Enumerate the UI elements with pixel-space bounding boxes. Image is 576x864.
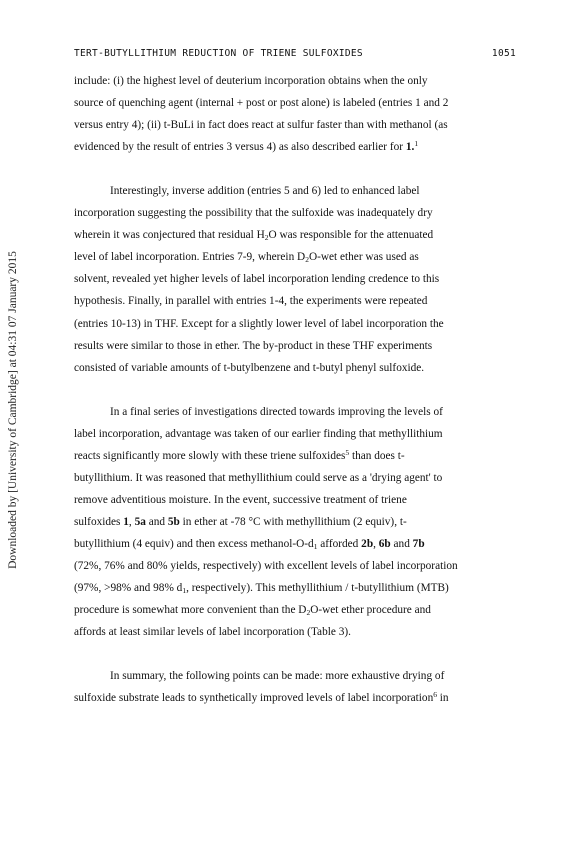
text-run: sulfoxides [74,515,124,528]
text-line [74,224,520,246]
running-head-title: TERT-BUTYLLITHIUM REDUCTION OF TRIENE SULFOXIDES [74,48,363,59]
citation-superscript: 5 [345,447,350,457]
text-line: (72%, 76% and 80% yields, respectively) with excellent levels of label incorporation [74,560,458,573]
article-body [74,70,520,709]
text-run: , [128,515,135,528]
text-line: solvent, revealed yet higher levels of label incorporation lending credence to this [74,273,440,286]
text-line [74,599,520,621]
paragraph-gap [74,158,520,180]
text-run: butyllithium (4 equiv) and then excess methanol-O-d [74,537,314,550]
text-line: (entries 10-13) in THF. Except for a slightly lower level of label incorporation the [74,317,444,330]
paragraph-1 [74,70,520,158]
text-run: than does t- [349,449,405,462]
text-line: incorporation suggesting the possibility that the sulfoxide was inadequately dry [74,207,433,220]
text-line: In a final series of investigations directed towards improving the levels of [110,405,443,418]
compound-reference: 5a [134,515,146,528]
download-note: Downloaded by [University of Cambridge] at 04:31 07 January 2015 [7,251,19,569]
text-line: consisted of variable amounts of t-butylbenzene and t-butyl phenyl sulfoxide. [74,361,425,374]
text-line: versus entry 4); (ii) t-BuLi in fact does react at sulfur faster than with methanol (as [74,119,448,132]
page-number: 1051 [491,48,516,59]
text-line: label incorporation, advantage was taken of our earlier finding that methyllithium [74,427,443,440]
text-line [74,511,520,533]
text-line: Interestingly, inverse addition (entries 5 and 6) led to enhanced label [110,185,420,198]
text-line [74,445,520,467]
compound-reference: 2b [361,537,374,550]
subscript: 2 [305,255,309,265]
text-run: sulfoxide substrate leads to synthetically improved levels of label incorporation [74,692,434,705]
text-run: (97%, >98% and 98% d [74,582,183,595]
citation-superscript: 6 [433,690,437,700]
text-line: remove adventitious moisture. In the event, successive treatment of triene [74,493,407,506]
text-line [74,533,520,555]
paragraph-gap [74,379,520,401]
subscript: 2 [306,608,311,618]
text-run: procedure is somewhat more convenient than the D [74,604,307,617]
text-line [74,136,520,158]
text-line: In summary, the following points can be made: more exhaustive drying of [110,670,445,683]
text-run: in ether at -78 °C with methyllithium (2 equiv), t- [179,515,407,528]
subscript: 2 [264,233,269,243]
download-sidebar [4,190,22,630]
text-run: reacts significantly more slowly with these triene sulfoxides [74,449,346,462]
text-run: wherein it was conjectured that residual H [74,229,265,242]
text-run: , respectively). This methyllithium / t-butyllithium (MTB) [186,582,449,595]
text-line [74,687,520,709]
text-line [74,246,520,268]
text-run: in [436,692,449,705]
text-run: afforded [317,537,362,550]
text-line: include: (i) the highest level of deuterium incorporation obtains when the only [74,75,428,87]
compound-reference: 6b [378,537,391,550]
text-line: source of quenching agent (internal + post or post alone) is labeled (entries 1 and 2 [74,97,449,110]
compound-reference: 1 [123,515,129,528]
compound-reference: 5b [167,515,180,528]
text-line: hypothesis. Finally, in parallel with entries 1-4, the experiments were repeated [74,295,428,308]
text-run: O-wet ether procedure and [310,604,431,617]
text-run: O-wet ether was used as [308,251,419,264]
text-line: results were similar to those in ether. The by-product in these THF experiments [74,339,433,352]
paragraph-gap [74,643,520,665]
citation-superscript: 1 [414,139,419,149]
text-run: evidenced by the result of entries 3 versus 4) as also described earlier for [74,141,406,154]
paragraph-2 [74,180,520,378]
text-line: affords at least similar levels of label incorporation (Table 3). [74,626,351,639]
compound-reference: 7b [412,537,425,550]
running-header [74,48,516,62]
text-run: , [373,537,379,550]
subscript: 1 [313,541,318,551]
subscript: 1 [182,586,187,596]
text-run: and [390,537,413,550]
text-line: butyllithium. It was reasoned that methyllithium could serve as a 'drying agent' to [74,471,443,484]
text-line [74,577,520,599]
text-run: and [145,515,168,528]
text-run: O was responsible for the attenuated [268,229,434,242]
text-run: level of label incorporation. Entries 7-9, wherein D [74,251,306,264]
compound-reference: 1. [405,141,415,154]
paragraph-3 [74,401,520,644]
paragraph-4 [74,665,520,709]
